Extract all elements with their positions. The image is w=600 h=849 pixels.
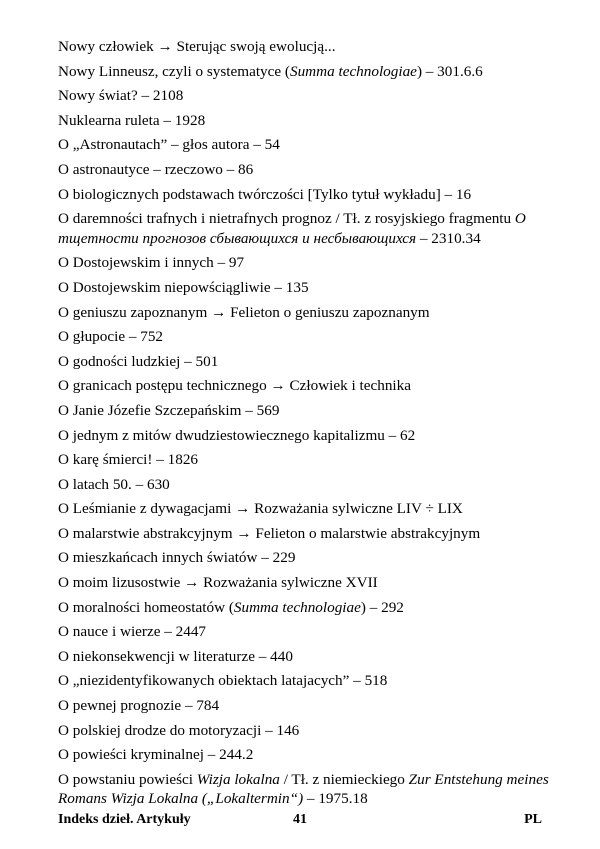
index-entry [58,60,558,85]
index-entry [58,571,558,596]
index-entry [58,133,558,158]
entry-text: O polskiej drodze do motoryzacji – 146 [58,721,300,739]
entry-title-italic: О тщетности прогнозов сбывающихся и несбывающихся [58,210,526,247]
entry-text: O pewnej prognozie – 784 [58,697,220,715]
index-entry [58,325,558,350]
entry-title-italic: Zur Entstehung meines Romans Wizja Lokalna („Lokaltermin“) [58,770,549,808]
entry-text: ) – 292 [360,598,404,616]
entry-text: O geniuszu zapoznanym → Felieton o geniuszu zapoznanym [58,303,430,321]
index-entry [58,209,558,248]
entry-text: O granicach postępu technicznego → Człowiek i technika [58,377,411,395]
entry-text: O godności ludzkiej – 501 [58,352,219,370]
index-entry [58,276,558,301]
index-entry [58,35,558,60]
entry-text: Nowy człowiek → Sterując swoją ewolucją... [58,38,336,55]
index-entry [58,620,558,645]
index-entries [58,35,558,812]
entry-text: O nauce i wierze – 2447 [58,623,207,641]
entry-text: O malarstwie abstrakcyjnym → Felieton o malarstwie abstrakcyjnym [58,524,481,542]
index-entry [58,669,558,694]
index-entry [58,448,558,473]
index-entry [58,719,558,744]
index-entry [58,350,558,375]
entry-text: ) – 301.6.6 [416,62,483,80]
entry-text: O latach 50. – 630 [58,475,170,493]
entry-text: O daremności trafnych i nietrafnych prognoz / Tł. z rosyjskiego fragmentu [58,210,515,228]
entry-text: O Leśmianie z dywagacjami → Rozważania sylwiczne LIV ÷ LIX [58,500,463,518]
index-entry [58,109,558,134]
index-entry [58,399,558,424]
entry-text: O „Astronautach” – głos autora – 54 [58,136,280,154]
entry-title-italic: Summa technologiae [289,62,417,80]
entry-title-italic: Wizja lokalna [196,770,280,788]
entry-text: O Dostojewskim niepowściągliwie – 135 [58,278,309,296]
entry-text: Nuklearna ruleta – 1928 [58,111,206,129]
index-entry [58,473,558,498]
index-entry [58,497,558,522]
entry-text: O moim lizusostwie → Rozważania sylwiczne XVII [58,574,378,592]
entry-text: – 2310.34 [416,229,481,247]
entry-text: O astronautyce – rzeczowo – 86 [58,160,254,178]
entry-text: O „niezidentyfikowanych obiektach latajacych” – 518 [58,672,388,690]
entry-text: – 1975.18 [303,790,368,808]
entry-text: O moralności homeostatów ( [58,598,234,616]
index-entry [58,424,558,449]
index-entry [58,770,558,809]
entry-text: O głupocie – 752 [58,328,164,346]
index-entry [58,596,558,621]
entry-text: O mieszkańcach innych światów – 229 [58,549,296,567]
index-entry [58,158,558,183]
footer-section-title: Indeks dzieł. Artykuły [58,812,191,827]
entry-text: / Tł. z niemieckiego [279,770,409,788]
entry-title-italic: Summa technologiae [233,598,361,616]
page-number: 41 [293,812,307,827]
index-entry [58,301,558,326]
index-entry [58,374,558,399]
entry-text: O jednym z mitów dwudziestowiecznego kapitalizmu – 62 [58,426,416,444]
entry-text: O powstaniu powieści [58,770,197,788]
index-entry [58,84,558,109]
entry-text: Nowy Linneusz, czyli o systematyce ( [58,62,290,80]
index-entry [58,743,558,768]
entry-text: Nowy świat? – 2108 [58,87,184,105]
entry-text: O Dostojewskim i innych – 97 [58,254,245,272]
entry-text: O biologicznych podstawach twórczości [Tylko tytuł wykładu] – 16 [58,185,472,203]
index-entry [58,251,558,276]
index-entry [58,694,558,719]
index-entry [58,522,558,547]
entry-text: O niekonsekwencji w literaturze – 440 [58,647,293,665]
index-entry [58,183,558,208]
index-entry [58,546,558,571]
footer-language: PL [524,812,542,827]
index-entry [58,645,558,670]
entry-text: O powieści kryminalnej – 244.2 [58,746,254,764]
entry-text: O Janie Józefie Szczepańskim – 569 [58,401,280,419]
entry-text: O karę śmierci! – 1826 [58,451,199,469]
